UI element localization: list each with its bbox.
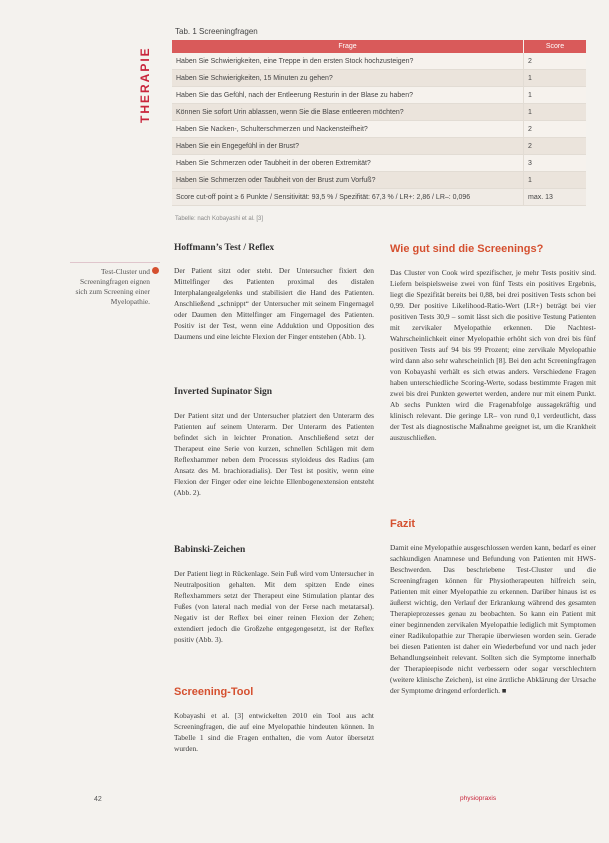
score-cell: 1 <box>524 172 587 189</box>
side-divider <box>70 262 160 263</box>
score-cell: 2 <box>524 138 587 155</box>
paragraph-text: Der Patient liegt in Rückenlage. Sein Fuß wird vom Untersucher in Neutralposition gehalten. Mit dem spitzen Ende eines Reflexhammers setzt der Therapeut eine Stimulation plantar des Fußes (von lateral nach medial von der Ferse nach metatarsal). Negativ ist der Reflex bei einer reinen Flexion der Zehen; extendiert jedoch die Großzehe entgegengesetzt, ist der Reflex positiv (Abb. 3). <box>174 569 374 644</box>
table-row <box>172 70 586 87</box>
paragraph-text: Das Cluster von Cook wird spezifischer, je mehr Tests positiv sind. Liefern beispielsweise zwei von fünf Tests ein positives Ergebnis, liegt die Spezifität bereits bei 0,88, bei drei positiven Tests schon bei 0,99. Der positive Likelihood-Ratio-Wert (LR+) beträgt bei vier positiven Tests 30,9 – somit lässt sich die positive Testung Patienten mit zervikaler Myelopathie erkennen. Die Nachtest-Wahrscheinlichkeit einer Myelopathie erhöht sich von drei bis fünf positiven Tests auf 94 bis 99 Prozent; eine zervikale Myelopathie wird dann also sehr wahrscheinlich [8]. Bei den acht Screeningfragen von Kobayashi verhält es sich etwas anders. Verschiedene Fragen haben unterschiedliche Scoring-Werte, sodass bestimmte Fragen mit zwei bis drei Punkten gewertet werden, andere nur mit einem Punkt. Ab sechs Punkten wird die Fragenabfolge aussagekräftig und klinisch relevant. Die geringe LR– von rund 0,1 verdeutlicht, dass der Test als diagnostische Maßnahme geeignet ist, um die Krankheit auszuschließen. <box>390 268 596 442</box>
heading-inverted-supinator: Inverted Supinator Sign <box>174 387 273 397</box>
question-cell: Haben Sie Schwierigkeiten, eine Treppe in den ersten Stock hochzusteigen? <box>172 53 524 70</box>
paragraph-fazit <box>390 542 596 696</box>
page-number: 42 <box>94 796 102 803</box>
table-row <box>172 155 586 172</box>
score-cell: 2 <box>524 121 587 138</box>
table-row <box>172 104 586 121</box>
header-score: Score <box>524 40 587 53</box>
paragraph-text: Der Patient sitzt oder steht. Der Untersucher fixiert den Mittelfinger des Patienten proximal des distalen Interphalangealgelenks und stabilisiert die Hand des Patienten. Anschließend „schnippt“ der Untersucher mit seinem Fingernagel oder Daumen den Mittelfinger am Fingernagel des Patienten. Positiv ist der Test, wenn eine Adduktion und Opposition des Daumens und eine leichte Flexion der Finger entstehen (Abb. 1). <box>174 266 374 341</box>
heading-fazit: Fazit <box>390 518 416 530</box>
question-cell: Haben Sie das Gefühl, nach der Entleerung Resturin in der Blase zu haben? <box>172 87 524 104</box>
question-cell: Haben Sie Schmerzen oder Taubheit von der Brust zum Vorfuß? <box>172 172 524 189</box>
paragraph-text: Der Patient sitzt und der Untersucher platziert den Unterarm des Patienten auf seinem Unterarm. Der Unterarm des Patienten befindet sich in leichter Pronation. Anschließend setzt der Therapeut eine Serie von kurzen, schnellen Schlägen mit dem Reflexhammer neben dem Processus styloideus des Radius (am Ansatz des M. brachioradialis). Der Test ist positiv, wenn eine Flexion der Finger oder eine leichte Ellenbogenextension entsteht (Abb. 2). <box>174 411 374 497</box>
side-bullet-icon <box>152 267 159 274</box>
paragraph-how-good <box>390 267 596 443</box>
heading-screening-tool: Screening-Tool <box>174 686 254 698</box>
question-cell: Haben Sie Schwierigkeiten, 15 Minuten zu gehen? <box>172 70 524 87</box>
paragraph-hoffmann <box>174 265 374 342</box>
header-question: Frage <box>172 40 524 53</box>
paragraph-inverted-supinator <box>174 410 374 498</box>
table-row <box>172 138 586 155</box>
paragraph-text <box>390 542 596 696</box>
score-cell: 1 <box>524 87 587 104</box>
fazit-text: Damit eine Myelopathie ausgeschlossen werden kann, bedarf es einer sachkundigen Anamnese und Befundung von Patienten mit HWS-Beschwerden. Das beschriebene Test-Cluster und die Screeningfragen können für Physiotherapeuten hilfreich sein, Patienten mit einer Myelopathie zu erkennen. Darüber hinaus ist es äußerst wichtig, den Verlauf der Erkrankung während des gesamten Therapieprozesses genau zu beobachten. So kann ein Patient mit einer beginnenden zervikalen Myelopathie lediglich mit Symptomen einer Radikulopathie zur Therapie überwiesen worden sein. Gerade bei diesen Patienten ist daher ein Wiederbefund vor und nach jeder Behandlungseinheit relevant. Sollten sich die Symptome innerhalb der Therapieepisode nicht verbessern oder sogar verschlechtern (weitere klinische Zeichen), ist eine ärztliche Abklärung der Ursache der Symptome dringend erforderlich. <box>390 543 596 695</box>
section-label: THERAPIE <box>138 46 152 124</box>
heading-how-good: Wie gut sind die Screenings? <box>390 243 544 255</box>
table-source: Tabelle: nach Kobayashi et al. [3] <box>175 216 264 222</box>
score-cell: 3 <box>524 155 587 172</box>
paragraph-babinski <box>174 568 374 645</box>
paragraph-text: Kobayashi et al. [3] entwickelten 2010 ein Tool aus acht Screeningfragen, die auf eine Myelopathie hindeuten können. In Tabelle 1 sind die Fragen enthalten, die vom Autor übersetzt wurden. <box>174 711 374 753</box>
summary-cell: Score cut-off point ≥ 6 Punkte / Sensitivität: 93,5 % / Spezifität: 67,3 % / LR+: 2,86 / LR–: 0,096 <box>172 189 524 206</box>
table-row <box>172 172 586 189</box>
end-mark-icon: ■ <box>501 686 507 695</box>
question-cell: Können Sie sofort Urin ablassen, wenn Sie die Blase entleeren möchten? <box>172 104 524 121</box>
table-title: Tab. 1 Screeningfragen <box>175 27 258 36</box>
question-cell: Haben Sie ein Engegefühl in der Brust? <box>172 138 524 155</box>
table-row <box>172 53 586 70</box>
journal-name: physiopraxis <box>460 795 497 802</box>
score-cell: 1 <box>524 70 587 87</box>
score-cell: 2 <box>524 53 587 70</box>
table-header-row <box>172 40 586 53</box>
table-row <box>172 87 586 104</box>
question-cell: Haben Sie Nacken-, Schulterschmerzen und Nackensteifheit? <box>172 121 524 138</box>
side-note: Test-Cluster und Screeningfragen eignen sich zum Screening einer Myelopathie. <box>75 267 150 306</box>
table-row <box>172 121 586 138</box>
paragraph-screening-tool <box>174 710 374 754</box>
screening-table <box>172 40 586 206</box>
heading-babinski: Babinski-Zeichen <box>174 545 246 555</box>
heading-hoffmann: Hoffmann’s Test / Reflex <box>174 243 275 253</box>
question-cell: Haben Sie Schmerzen oder Taubheit in der oberen Extremität? <box>172 155 524 172</box>
score-cell: 1 <box>524 104 587 121</box>
table-summary-row <box>172 189 586 206</box>
summary-score-cell: max. 13 <box>524 189 587 206</box>
